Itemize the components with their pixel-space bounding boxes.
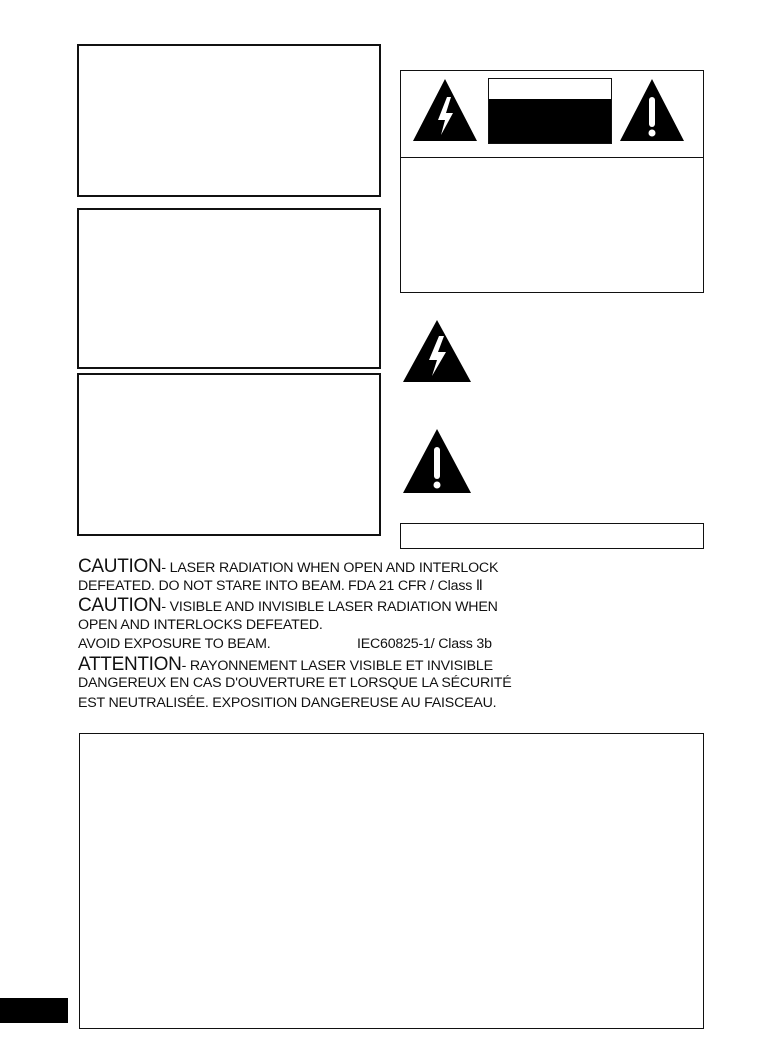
caution-line-6: ATTENTION- RAYONNEMENT LASER VISIBLE ET INVISIBLE (78, 653, 493, 675)
bottom-notice-box (79, 733, 704, 1029)
caution-line-5: AVOID EXPOSURE TO BEAM. IEC60825-1/ Class 3b (78, 635, 528, 655)
caution-heading-2: CAUTION (78, 595, 162, 616)
caution-line-8: EST NEUTRALISÉE. EXPOSITION DANGEREUSE AU FAISCEAU. (78, 694, 497, 711)
caution-line-2: DEFEATED. DO NOT STARE INTO BEAM. FDA 21 CFR / Class Ⅱ (78, 577, 528, 597)
page-edge-tab (0, 998, 68, 1023)
caution-line-3: CAUTION- VISIBLE AND INVISIBLE LASER RADIATION WHEN (78, 595, 498, 616)
iec-class-label: IEC60825-1/ Class 3b (357, 636, 492, 652)
lightning-bolt-warning-icon (411, 77, 479, 143)
caution-panel-divider (401, 157, 703, 158)
strip-box (400, 523, 704, 549)
caution-label-fill (489, 99, 611, 143)
notice-box-1 (77, 44, 381, 197)
caution-label-block (488, 78, 612, 144)
caution-line-4: OPEN AND INTERLOCKS DEFEATED. (78, 616, 323, 633)
notice-box-2 (77, 208, 381, 369)
caution-heading-1: CAUTION (78, 556, 162, 577)
notice-box-3 (77, 373, 381, 536)
exclamation-warning-icon (618, 77, 686, 143)
caution-line-1: CAUTION- LASER RADIATION WHEN OPEN AND INTERLOCK (78, 556, 499, 577)
exclamation-symbol-icon (401, 427, 473, 495)
laser-caution-text (78, 557, 528, 713)
caution-panel (400, 70, 704, 293)
attention-heading: ATTENTION (78, 653, 182, 675)
cut-off-footer (0, 1053, 260, 1061)
caution-line-7: DANGEREUX EN CAS D'OUVERTURE ET LORSQUE LA SÉCURITÉ (78, 675, 512, 691)
fda-class-label: FDA 21 CFR / Class Ⅱ (348, 577, 483, 594)
lightning-bolt-symbol-icon (401, 318, 473, 384)
